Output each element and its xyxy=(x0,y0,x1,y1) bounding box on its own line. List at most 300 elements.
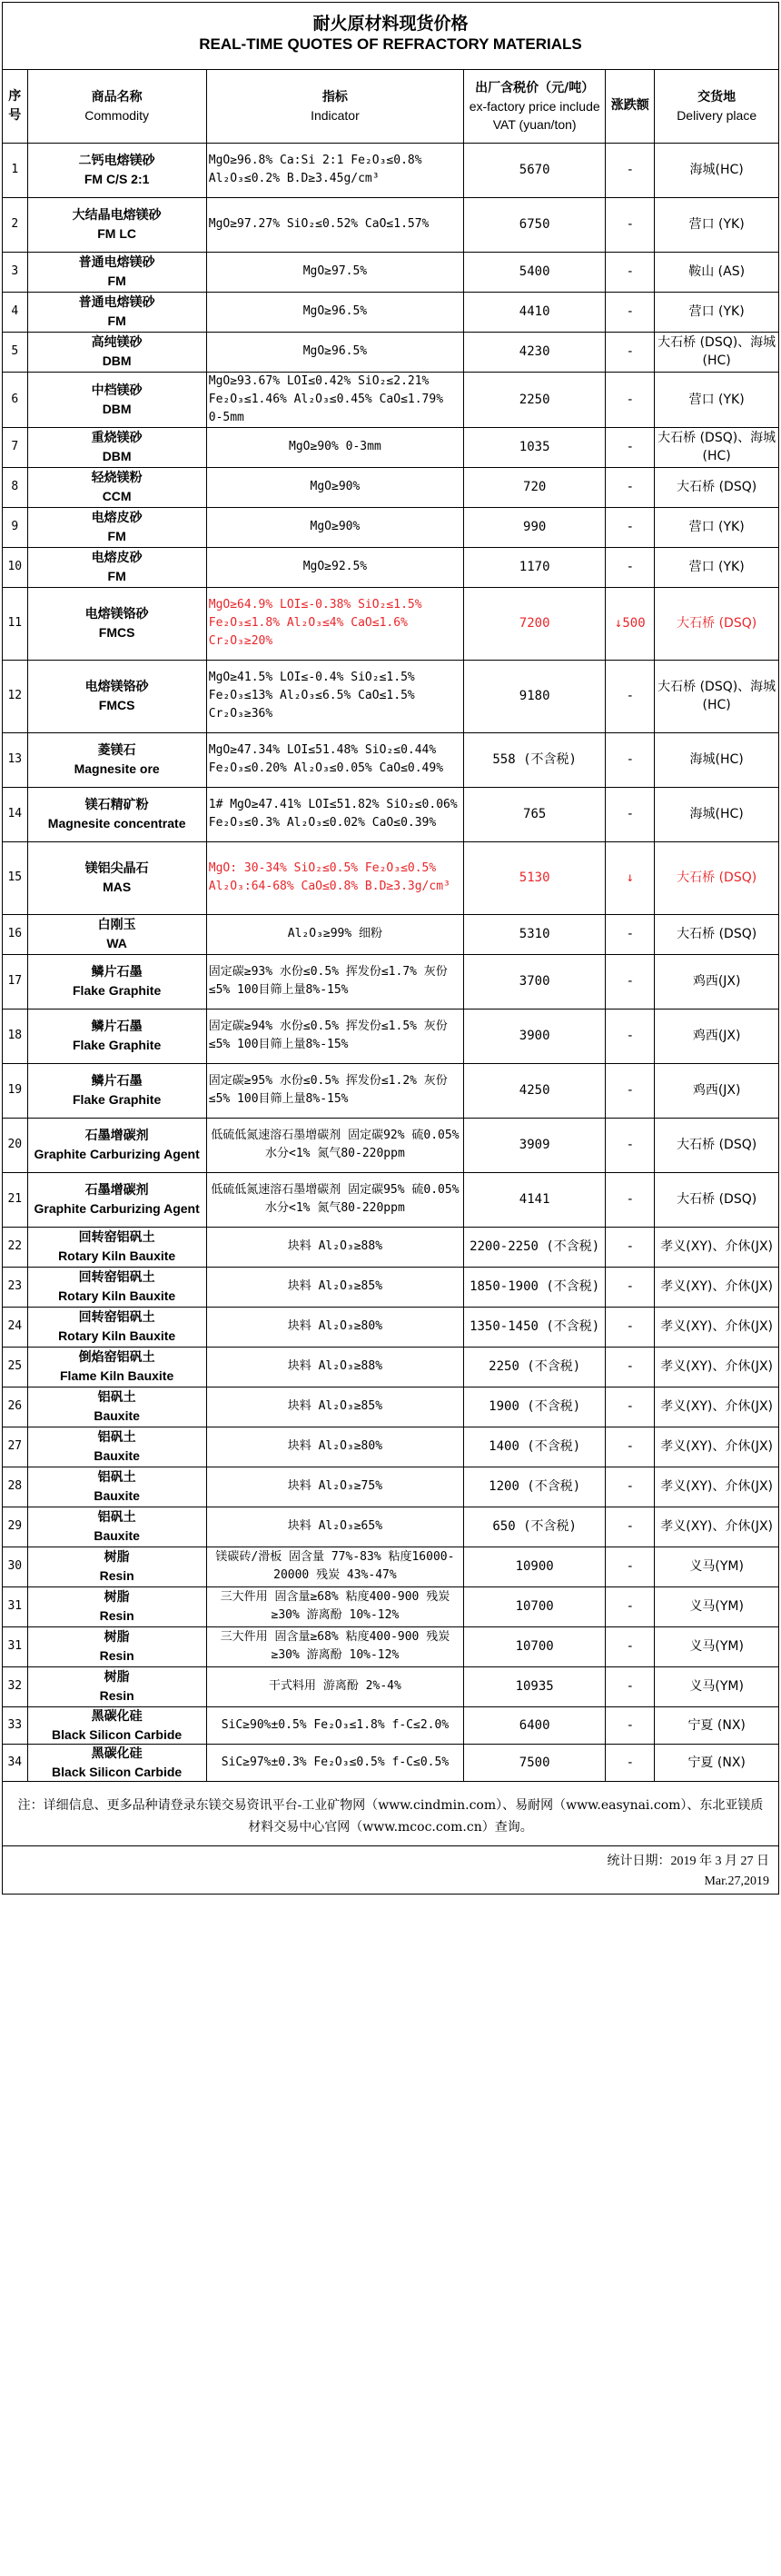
price-cell: 990 xyxy=(464,507,606,547)
header-commodity-cn: 商品名称 xyxy=(91,89,143,104)
price-cell: 6400 xyxy=(464,1706,606,1744)
change-cell: - xyxy=(606,1744,655,1781)
commodity-name-en: FMCS xyxy=(98,625,135,640)
delivery-place-cell: 大石桥 (DSQ) xyxy=(655,587,778,660)
price-cell: 10700 xyxy=(464,1626,606,1666)
price-cell: 10935 xyxy=(464,1666,606,1706)
commodity-name-en: MAS xyxy=(103,880,132,894)
commodity-cell xyxy=(27,1427,206,1467)
indicator-cell: MgO≥96.5% xyxy=(206,292,463,332)
commodity-cell xyxy=(27,252,206,292)
delivery-place-cell: 大石桥 (DSQ)、海城(HC) xyxy=(655,332,778,372)
commodity-name-en: Resin xyxy=(99,1648,134,1663)
price-cell: 720 xyxy=(464,467,606,507)
change-cell: - xyxy=(606,372,655,427)
commodity-cell xyxy=(27,292,206,332)
commodity-name-cn: 回转窑铝矾土 xyxy=(78,1310,155,1325)
price-cell: 3700 xyxy=(464,954,606,1009)
price-cell: 3909 xyxy=(464,1118,606,1172)
table-row xyxy=(3,1387,778,1427)
delivery-place-cell: 鸡西(JX) xyxy=(655,1009,778,1063)
commodity-name-en: DBM xyxy=(102,449,132,463)
delivery-place-cell: 大石桥 (DSQ) xyxy=(655,1172,778,1227)
table-row xyxy=(3,252,778,292)
commodity-name-en: Rotary Kiln Bauxite xyxy=(58,1328,176,1343)
commodity-name-en: Magnesite ore xyxy=(74,761,160,776)
commodity-cell xyxy=(27,660,206,732)
table-row xyxy=(3,732,778,787)
table-row xyxy=(3,954,778,1009)
header-indicator-en: Indicator xyxy=(311,107,360,123)
indicator-cell: MgO≥64.9% LOI≤-0.38% SiO₂≤1.5% Fe₂O₃≤1.8% Al₂O₃≤4% CaO≤1.6% Cr₂O₃≥20% xyxy=(206,587,463,660)
change-cell: - xyxy=(606,507,655,547)
change-cell: - xyxy=(606,660,655,732)
table-row xyxy=(3,372,778,427)
table-row xyxy=(3,1063,778,1118)
price-cell: 1900 (不含税) xyxy=(464,1387,606,1427)
footer-note: 注：详细信息、更多品种请登录东镁交易资讯平台-工业矿物网（www.cindmin.com）、易耐网（www.easynai.com）、东北亚镁质材料交易中心官网（www.mcoc.com.cn）查询。 xyxy=(3,1782,778,1846)
indicator-cell: MgO≥97.5% xyxy=(206,252,463,292)
commodity-name-cn: 黑碳化硅 xyxy=(91,1708,143,1724)
delivery-place-cell: 鸡西(JX) xyxy=(655,954,778,1009)
row-number: 27 xyxy=(3,1427,27,1467)
price-cell: 4410 xyxy=(464,292,606,332)
indicator-cell: 块料 Al₂O₃≥88% xyxy=(206,1227,463,1267)
change-cell: - xyxy=(606,1626,655,1666)
table-row xyxy=(3,660,778,732)
table-row xyxy=(3,1172,778,1227)
table-row xyxy=(3,914,778,954)
commodity-cell xyxy=(27,1387,206,1427)
row-number: 10 xyxy=(3,547,27,587)
change-cell: - xyxy=(606,1507,655,1547)
commodity-name-cn: 重烧镁砂 xyxy=(91,431,143,445)
commodity-name-en: Flake Graphite xyxy=(73,983,162,998)
indicator-cell: MgO≥96.8% Ca:Si 2:1 Fe₂O₃≤0.8% Al₂O₃≤0.2% B.D≥3.45g/cm³ xyxy=(206,143,463,197)
commodity-name-cn: 白刚玉 xyxy=(97,918,136,932)
commodity-name-en: FM xyxy=(107,274,126,288)
row-number: 19 xyxy=(3,1063,27,1118)
header-place-cn: 交货地 xyxy=(697,89,737,104)
row-number: 15 xyxy=(3,841,27,914)
price-cell: 4250 xyxy=(464,1063,606,1118)
commodity-cell xyxy=(27,1118,206,1172)
delivery-place-cell: 大石桥 (DSQ) xyxy=(655,1118,778,1172)
commodity-name-en: Resin xyxy=(99,1688,134,1703)
table-row xyxy=(3,507,778,547)
commodity-name-en: FM LC xyxy=(97,226,137,241)
table-row xyxy=(3,1009,778,1063)
row-number: 31 xyxy=(3,1586,27,1626)
commodity-name-en: Bauxite xyxy=(94,1528,140,1543)
price-cell: 4230 xyxy=(464,332,606,372)
commodity-name-cn: 树脂 xyxy=(104,1550,130,1565)
table-row xyxy=(3,1626,778,1666)
table-row xyxy=(3,787,778,841)
indicator-cell: 固定碳≥93% 水份≤0.5% 挥发份≤1.7% 灰份≤5% 100目筛上量8%-15% xyxy=(206,954,463,1009)
price-cell: 1400 (不含税) xyxy=(464,1427,606,1467)
row-number: 11 xyxy=(3,587,27,660)
commodity-name-cn: 石墨增碳剂 xyxy=(84,1183,149,1198)
row-number: 28 xyxy=(3,1467,27,1507)
delivery-place-cell: 营口 (YK) xyxy=(655,372,778,427)
indicator-cell: 固定碳≥95% 水份≤0.5% 挥发份≤1.2% 灰份≤5% 100目筛上量8%-15% xyxy=(206,1063,463,1118)
delivery-place-cell: 宁夏 (NX) xyxy=(655,1744,778,1781)
indicator-cell: MgO≥90% 0-3mm xyxy=(206,427,463,467)
price-cell: 4141 xyxy=(464,1172,606,1227)
delivery-place-cell: 宁夏 (NX) xyxy=(655,1706,778,1744)
delivery-place-cell: 大石桥 (DSQ) xyxy=(655,914,778,954)
commodity-name-cn: 电熔镁铬砂 xyxy=(84,607,149,622)
commodity-name-cn: 普通电熔镁砂 xyxy=(78,255,155,270)
row-number: 25 xyxy=(3,1347,27,1387)
commodity-cell xyxy=(27,1009,206,1063)
table-row xyxy=(3,292,778,332)
footer-date xyxy=(3,1846,778,1894)
change-cell: - xyxy=(606,1227,655,1267)
delivery-place-cell: 营口 (YK) xyxy=(655,507,778,547)
table-body xyxy=(3,143,778,1781)
price-table xyxy=(3,70,778,1782)
price-cell: 765 xyxy=(464,787,606,841)
commodity-cell xyxy=(27,467,206,507)
commodity-name-cn: 鳞片石墨 xyxy=(91,965,143,980)
table-row xyxy=(3,1547,778,1586)
indicator-cell: 镁碳砖/滑板 固含量 77%-83% 粘度16000-20000 残炭 43%-47% xyxy=(206,1547,463,1586)
commodity-cell xyxy=(27,507,206,547)
commodity-name-cn: 轻烧镁粉 xyxy=(91,471,143,485)
table-row xyxy=(3,1507,778,1547)
commodity-name-cn: 镁铝尖晶石 xyxy=(84,861,149,876)
row-number: 1 xyxy=(3,143,27,197)
commodity-name-en: Flake Graphite xyxy=(73,1092,162,1107)
table-row xyxy=(3,1347,778,1387)
row-number: 7 xyxy=(3,427,27,467)
row-number: 8 xyxy=(3,467,27,507)
table-row xyxy=(3,1586,778,1626)
row-number: 21 xyxy=(3,1172,27,1227)
commodity-name-en: Bauxite xyxy=(94,1408,140,1423)
commodity-cell xyxy=(27,1666,206,1706)
commodity-name-cn: 倒焰窑铝矾土 xyxy=(78,1350,155,1365)
table-row xyxy=(3,332,778,372)
change-cell: - xyxy=(606,197,655,252)
delivery-place-cell: 孝义(XY)、介休(JX) xyxy=(655,1347,778,1387)
indicator-cell: MgO: 30-34% SiO₂≤0.5% Fe₂O₃≤0.5% Al₂O₃:64-68% CaO≤0.8% B.D≥3.3g/cm³ xyxy=(206,841,463,914)
indicator-cell: SiC≥90%±0.5% Fe₂O₃≤1.8% f-C≤2.0% xyxy=(206,1706,463,1744)
change-cell: - xyxy=(606,1706,655,1744)
table-row xyxy=(3,1467,778,1507)
header-price xyxy=(464,70,606,143)
commodity-name-en: Magnesite concentrate xyxy=(47,816,186,830)
row-number: 29 xyxy=(3,1507,27,1547)
price-cell: 5130 xyxy=(464,841,606,914)
commodity-name-en: WA xyxy=(106,936,127,950)
delivery-place-cell: 大石桥 (DSQ) xyxy=(655,467,778,507)
change-cell: - xyxy=(606,954,655,1009)
commodity-name-en: CCM xyxy=(102,489,132,503)
indicator-cell: MgO≥93.67% LOI≤0.42% SiO₂≤2.21% Fe₂O₃≤1.46% Al₂O₃≤0.45% CaO≤1.79% 0-5mm xyxy=(206,372,463,427)
commodity-name-cn: 回转窑铝矾土 xyxy=(78,1270,155,1285)
delivery-place-cell: 孝义(XY)、介休(JX) xyxy=(655,1387,778,1427)
commodity-name-cn: 中档镁砂 xyxy=(91,383,143,398)
commodity-cell xyxy=(27,427,206,467)
indicator-cell: Al₂O₃≥99% 细粉 xyxy=(206,914,463,954)
change-cell: - xyxy=(606,732,655,787)
table-row xyxy=(3,427,778,467)
commodity-cell xyxy=(27,1307,206,1347)
header-row xyxy=(3,70,778,143)
price-cell: 2250 (不含税) xyxy=(464,1347,606,1387)
price-cell: 1035 xyxy=(464,427,606,467)
commodity-cell xyxy=(27,1507,206,1547)
indicator-cell: 块料 Al₂O₃≥65% xyxy=(206,1507,463,1547)
delivery-place-cell: 营口 (YK) xyxy=(655,547,778,587)
header-commodity-en: Commodity xyxy=(84,107,150,123)
change-cell: - xyxy=(606,467,655,507)
commodity-name-en: Black Silicon Carbide xyxy=(52,1764,183,1779)
commodity-name-en: FM xyxy=(107,569,126,583)
delivery-place-cell: 大石桥 (DSQ)、海城(HC) xyxy=(655,427,778,467)
commodity-cell xyxy=(27,914,206,954)
page-title: 耐火原材料现货价格 xyxy=(312,14,469,34)
indicator-cell: 块料 Al₂O₃≥80% xyxy=(206,1307,463,1347)
commodity-name-cn: 树脂 xyxy=(104,1590,130,1605)
page-subtitle: REAL-TIME QUOTES OF REFRACTORY MATERIALS xyxy=(3,35,778,70)
commodity-name-cn: 鳞片石墨 xyxy=(91,1019,143,1034)
commodity-cell xyxy=(27,1267,206,1307)
change-cell: - xyxy=(606,1267,655,1307)
commodity-name-cn: 回转窑铝矾土 xyxy=(78,1230,155,1245)
commodity-name-cn: 菱镁石 xyxy=(97,743,136,758)
commodity-name-en: DBM xyxy=(102,401,132,416)
row-number: 22 xyxy=(3,1227,27,1267)
commodity-name-cn: 铝矾土 xyxy=(97,1430,136,1445)
row-number: 26 xyxy=(3,1387,27,1427)
table-row xyxy=(3,1666,778,1706)
indicator-cell: 块料 Al₂O₃≥75% xyxy=(206,1467,463,1507)
commodity-cell xyxy=(27,1172,206,1227)
date-cn: 统计日期：2019 年 3 月 27 日 xyxy=(607,1854,769,1868)
delivery-place-cell: 海城(HC) xyxy=(655,732,778,787)
date-en: Mar.27,2019 xyxy=(704,1874,769,1888)
header-price-cn: 出厂含税价（元/吨） xyxy=(475,80,595,95)
change-cell: - xyxy=(606,1387,655,1427)
commodity-name-en: FMCS xyxy=(98,698,135,712)
row-number: 24 xyxy=(3,1307,27,1347)
indicator-cell: 低硫低氮速溶石墨增碳剂 固定碳92% 硫0.05% 水分<1% 氮气80-220ppm xyxy=(206,1118,463,1172)
row-number: 33 xyxy=(3,1706,27,1744)
indicator-cell: MgO≥47.34% LOI≤51.48% SiO₂≤0.44% Fe₂O₃≤0.20% Al₂O₃≤0.05% CaO≤0.49% xyxy=(206,732,463,787)
commodity-cell xyxy=(27,1586,206,1626)
header-place xyxy=(655,70,778,143)
indicator-cell: 三大件用 固含量≥68% 粘度400-900 残炭≥30% 游离酚 10%-12% xyxy=(206,1586,463,1626)
commodity-name-cn: 大结晶电熔镁砂 xyxy=(72,208,162,223)
commodity-name-cn: 电熔镁铬砂 xyxy=(84,680,149,694)
header-price-en: ex-factory price include VAT (yuan/ton) xyxy=(469,98,600,132)
commodity-name-en: DBM xyxy=(102,353,132,368)
change-cell: - xyxy=(606,1666,655,1706)
price-cell: 5670 xyxy=(464,143,606,197)
price-cell: 10700 xyxy=(464,1586,606,1626)
price-cell: 2200-2250 (不含税) xyxy=(464,1227,606,1267)
price-cell: 10900 xyxy=(464,1547,606,1586)
change-cell: - xyxy=(606,1118,655,1172)
commodity-name-en: Black Silicon Carbide xyxy=(52,1726,183,1742)
indicator-cell: 低硫低氮速溶石墨增碳剂 固定碳95% 硫0.05% 水分<1% 氮气80-220ppm xyxy=(206,1172,463,1227)
commodity-cell xyxy=(27,197,206,252)
table-row xyxy=(3,841,778,914)
row-number: 13 xyxy=(3,732,27,787)
change-cell: ↓500 xyxy=(606,587,655,660)
commodity-name-en: Resin xyxy=(99,1568,134,1583)
price-cell: 7500 xyxy=(464,1744,606,1781)
delivery-place-cell: 义马(YM) xyxy=(655,1666,778,1706)
commodity-cell xyxy=(27,587,206,660)
price-cell: 1850-1900 (不含税) xyxy=(464,1267,606,1307)
row-number: 20 xyxy=(3,1118,27,1172)
delivery-place-cell: 营口 (YK) xyxy=(655,292,778,332)
delivery-place-cell: 海城(HC) xyxy=(655,787,778,841)
commodity-cell xyxy=(27,1467,206,1507)
delivery-place-cell: 孝义(XY)、介休(JX) xyxy=(655,1427,778,1467)
change-cell: - xyxy=(606,1467,655,1507)
commodity-cell xyxy=(27,372,206,427)
delivery-place-cell: 义马(YM) xyxy=(655,1586,778,1626)
commodity-name-cn: 铝矾土 xyxy=(97,1510,136,1525)
indicator-cell: 固定碳≥94% 水份≤0.5% 挥发份≤1.5% 灰份≤5% 100目筛上量8%-15% xyxy=(206,1009,463,1063)
price-cell: 5400 xyxy=(464,252,606,292)
price-cell: 5310 xyxy=(464,914,606,954)
change-cell: - xyxy=(606,332,655,372)
row-number: 9 xyxy=(3,507,27,547)
indicator-cell: 块料 Al₂O₃≥88% xyxy=(206,1347,463,1387)
row-number: 12 xyxy=(3,660,27,732)
price-cell: 6750 xyxy=(464,197,606,252)
header-indicator xyxy=(206,70,463,143)
commodity-name-cn: 铝矾土 xyxy=(97,1390,136,1405)
indicator-cell: SiC≥97%±0.3% Fe₂O₃≤0.5% f-C≤0.5% xyxy=(206,1744,463,1781)
price-cell: 2250 xyxy=(464,372,606,427)
commodity-name-en: Rotary Kiln Bauxite xyxy=(58,1248,176,1263)
indicator-cell: MgO≥90% xyxy=(206,507,463,547)
commodity-cell xyxy=(27,1706,206,1744)
table-row xyxy=(3,547,778,587)
delivery-place-cell: 鸡西(JX) xyxy=(655,1063,778,1118)
row-number: 14 xyxy=(3,787,27,841)
price-cell: 1350-1450 (不含税) xyxy=(464,1307,606,1347)
commodity-cell xyxy=(27,1063,206,1118)
commodity-cell xyxy=(27,547,206,587)
row-number: 18 xyxy=(3,1009,27,1063)
row-number: 16 xyxy=(3,914,27,954)
commodity-name-cn: 树脂 xyxy=(104,1670,130,1685)
commodity-name-cn: 普通电熔镁砂 xyxy=(78,295,155,310)
row-number: 3 xyxy=(3,252,27,292)
price-cell: 9180 xyxy=(464,660,606,732)
indicator-cell: 三大件用 固含量≥68% 粘度400-900 残炭≥30% 游离酚 10%-12% xyxy=(206,1626,463,1666)
commodity-name-cn: 树脂 xyxy=(104,1630,130,1645)
commodity-cell xyxy=(27,732,206,787)
change-cell: - xyxy=(606,1547,655,1586)
row-number: 23 xyxy=(3,1267,27,1307)
commodity-cell xyxy=(27,1227,206,1267)
change-cell: - xyxy=(606,252,655,292)
delivery-place-cell: 大石桥 (DSQ) xyxy=(655,841,778,914)
indicator-cell: MgO≥97.27% SiO₂≤0.52% CaO≤1.57% xyxy=(206,197,463,252)
row-number: 2 xyxy=(3,197,27,252)
row-number: 6 xyxy=(3,372,27,427)
delivery-place-cell: 大石桥 (DSQ)、海城(HC) xyxy=(655,660,778,732)
price-cell: 1170 xyxy=(464,547,606,587)
header-indicator-cn: 指标 xyxy=(321,89,348,104)
price-cell: 1200 (不含税) xyxy=(464,1467,606,1507)
commodity-cell xyxy=(27,1547,206,1586)
delivery-place-cell: 鞍山 (AS) xyxy=(655,252,778,292)
delivery-place-cell: 营口 (YK) xyxy=(655,197,778,252)
change-cell: - xyxy=(606,914,655,954)
table-row xyxy=(3,1427,778,1467)
price-sheet xyxy=(2,2,779,1895)
change-cell: - xyxy=(606,787,655,841)
commodity-name-cn: 高纯镁砂 xyxy=(91,335,143,350)
table-row xyxy=(3,1706,778,1744)
commodity-cell xyxy=(27,1626,206,1666)
row-number: 32 xyxy=(3,1666,27,1706)
change-cell: - xyxy=(606,1307,655,1347)
commodity-name-en: FM xyxy=(107,529,126,543)
change-cell: - xyxy=(606,1586,655,1626)
change-cell: - xyxy=(606,1009,655,1063)
change-cell: ↓ xyxy=(606,841,655,914)
table-row xyxy=(3,1267,778,1307)
commodity-name-en: Rotary Kiln Bauxite xyxy=(58,1288,176,1303)
row-number: 4 xyxy=(3,292,27,332)
row-number: 17 xyxy=(3,954,27,1009)
commodity-cell xyxy=(27,787,206,841)
commodity-cell xyxy=(27,332,206,372)
table-row xyxy=(3,1744,778,1781)
commodity-name-cn: 电熔皮砂 xyxy=(91,511,143,525)
indicator-cell: MgO≥90% xyxy=(206,467,463,507)
commodity-cell xyxy=(27,1347,206,1387)
commodity-cell xyxy=(27,954,206,1009)
table-row xyxy=(3,1307,778,1347)
indicator-cell: 1# MgO≥47.41% LOI≤51.82% SiO₂≤0.06% Fe₂O₃≤0.3% Al₂O₃≤0.02% CaO≤0.39% xyxy=(206,787,463,841)
row-number: 5 xyxy=(3,332,27,372)
row-number: 30 xyxy=(3,1547,27,1586)
row-number: 34 xyxy=(3,1744,27,1781)
change-cell: - xyxy=(606,547,655,587)
commodity-cell xyxy=(27,1744,206,1781)
delivery-place-cell: 孝义(XY)、介休(JX) xyxy=(655,1267,778,1307)
commodity-name-cn: 电熔皮砂 xyxy=(91,551,143,565)
indicator-cell: 干式料用 游离酚 2%-4% xyxy=(206,1666,463,1706)
commodity-name-cn: 镁石精矿粉 xyxy=(84,798,149,812)
indicator-cell: 块料 Al₂O₃≥85% xyxy=(206,1387,463,1427)
header-change: 涨跌额 xyxy=(606,70,655,143)
header-commodity xyxy=(27,70,206,143)
indicator-cell: 块料 Al₂O₃≥85% xyxy=(206,1267,463,1307)
indicator-cell: MgO≥92.5% xyxy=(206,547,463,587)
delivery-place-cell: 孝义(XY)、介休(JX) xyxy=(655,1507,778,1547)
indicator-cell: 块料 Al₂O₃≥80% xyxy=(206,1427,463,1467)
commodity-name-en: Graphite Carburizing Agent xyxy=(34,1201,200,1216)
delivery-place-cell: 孝义(XY)、介休(JX) xyxy=(655,1227,778,1267)
commodity-cell xyxy=(27,143,206,197)
price-cell: 7200 xyxy=(464,587,606,660)
table-row xyxy=(3,587,778,660)
